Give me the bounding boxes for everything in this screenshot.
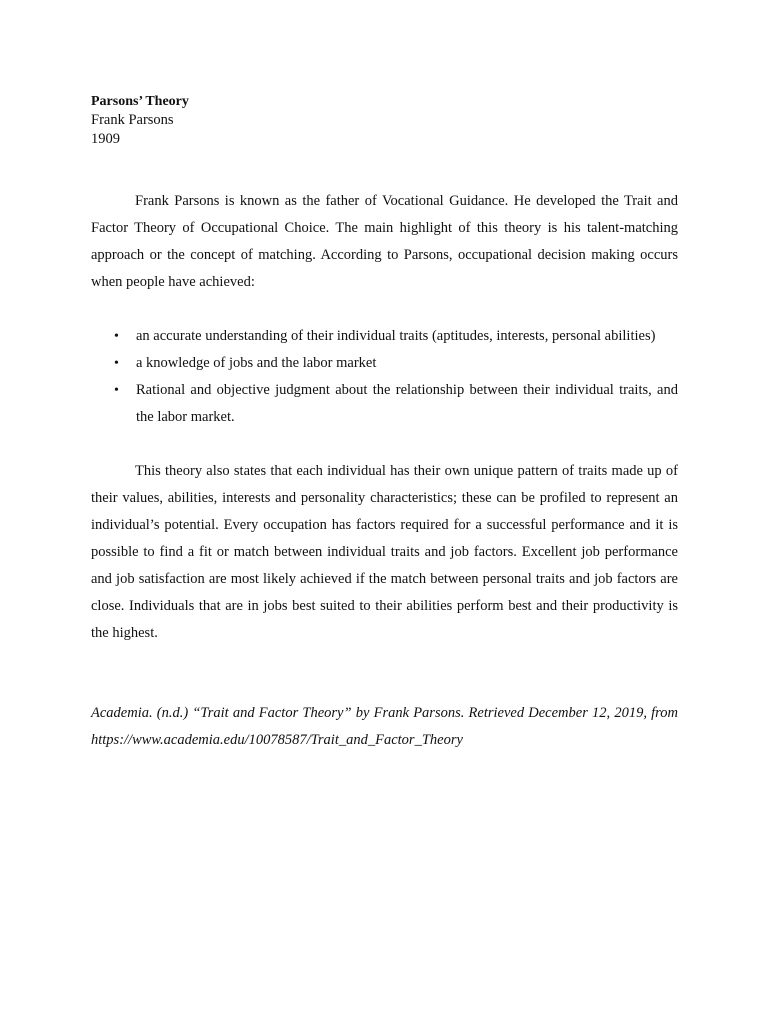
citation: Academia. (n.d.) “Trait and Factor Theory” by Frank Parsons. Retrieved December 12, 2019, from https://www.academia.edu/10078587/Trait_and_Factor_Theory: [91, 705, 678, 748]
intro-paragraph: Frank Parsons is known as the father of Vocational Guidance. He developed the Trait and Factor Theory of Occupational Choice. The main highlight of this theory is his talent-matching approach or the concept of matching. According to Parsons, occupational decision making occurs when people have achieved:: [91, 193, 678, 290]
bullet-text: Rational and objective judgment about the relationship between their individual traits, and the labor market.: [136, 382, 678, 425]
document-header: [91, 92, 651, 149]
bullet-text: a knowledge of jobs and the labor market: [136, 355, 377, 371]
publication-year: 1909: [91, 131, 120, 147]
bullet-icon: •: [114, 329, 119, 344]
theory-paragraph: This theory also states that each individual has their own unique pattern of traits made up of their values, abilities, interests and personality characteristics; these can be profiled to represent an individual’s potential. Every occupation has factors required for a successful performance and it is possible to find a fit or match between individual traits and job factors. Excellent job performance and job satisfaction are most likely achieved if the match between personal traits and job factors are close. Individuals that are in jobs best suited to their abilities perform best and their productivity is the highest.: [91, 463, 678, 641]
bullet-text: an accurate understanding of their individual traits (aptitudes, interests, personal abilities): [136, 328, 656, 344]
bullet-item-2: [91, 350, 678, 377]
bullet-icon: •: [114, 383, 119, 398]
bullet-item-1: [91, 323, 678, 350]
document-title: Parsons’ Theory: [91, 94, 189, 109]
bullet-item-3: [91, 377, 678, 431]
bullet-icon: •: [114, 356, 119, 371]
author-name: Frank Parsons: [91, 112, 174, 128]
bullet-list: [91, 323, 678, 431]
